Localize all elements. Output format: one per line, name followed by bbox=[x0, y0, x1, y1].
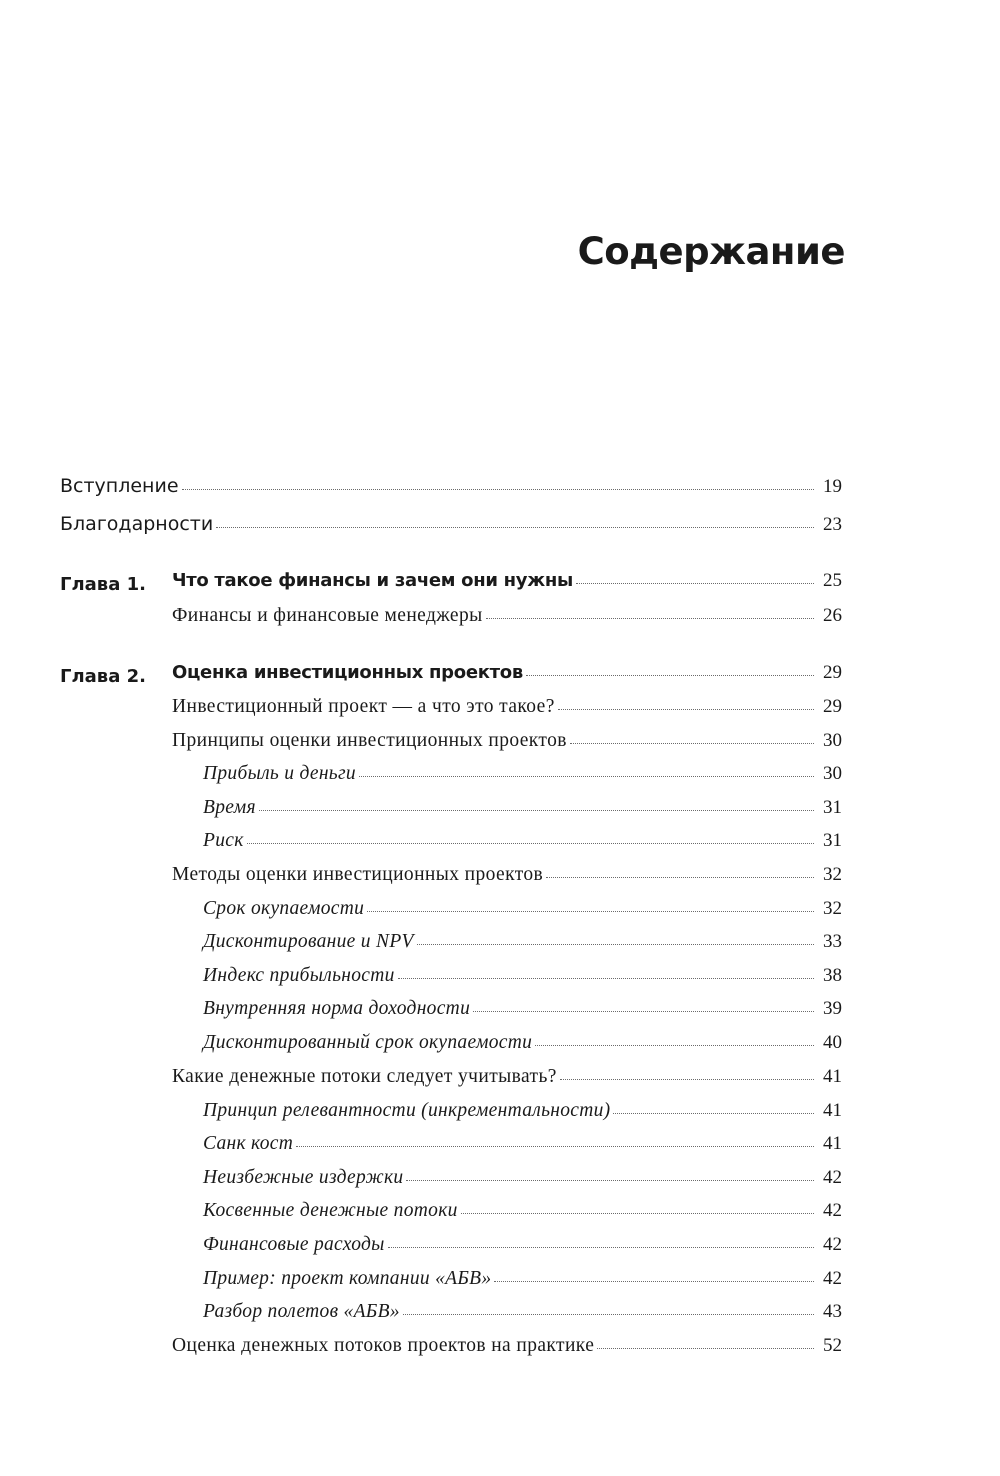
dot-leader bbox=[570, 743, 814, 744]
toc-entry-title: Инвестиционный проект — а что это такое? bbox=[172, 696, 555, 717]
toc-entry-sub[interactable] bbox=[203, 931, 842, 961]
toc-entry-title: Индекс прибыльности bbox=[203, 965, 395, 986]
toc-entry-sub[interactable] bbox=[203, 797, 842, 827]
dot-leader bbox=[403, 1314, 814, 1315]
toc-entry-section[interactable] bbox=[172, 864, 842, 894]
dot-leader bbox=[597, 1348, 814, 1349]
toc-entry-title: Дисконтирование и NPV bbox=[203, 931, 414, 952]
toc-page-number: 42 bbox=[823, 1234, 842, 1255]
dot-leader bbox=[560, 1079, 814, 1080]
toc-entry-sub[interactable] bbox=[203, 763, 842, 793]
toc-entry-title: Что такое финансы и зачем они нужны bbox=[172, 570, 573, 591]
dot-leader bbox=[259, 810, 814, 811]
toc-entry-title: Финансовые расходы bbox=[203, 1234, 385, 1255]
dot-leader bbox=[558, 709, 814, 710]
toc-entry-title: Прибыль и деньги bbox=[203, 763, 356, 784]
toc-page-number: 29 bbox=[823, 662, 842, 683]
toc-entry-title: Какие денежные потоки следует учитывать? bbox=[172, 1066, 557, 1087]
toc-page-number: 19 bbox=[823, 476, 842, 497]
dot-leader bbox=[546, 877, 814, 878]
toc-page-number: 39 bbox=[823, 998, 842, 1019]
dot-leader bbox=[473, 1011, 814, 1012]
toc-entry-section[interactable] bbox=[172, 605, 842, 635]
dot-leader bbox=[388, 1247, 814, 1248]
toc-page-number: 38 bbox=[823, 965, 842, 986]
toc-entry-title: Принципы оценки инвестиционных проектов bbox=[172, 730, 567, 751]
toc-entry-title: Благодарности bbox=[60, 513, 214, 535]
dot-leader bbox=[494, 1281, 814, 1282]
toc-entry-front[interactable] bbox=[60, 475, 842, 505]
toc-entry-title: Косвенные денежные потоки bbox=[203, 1200, 458, 1221]
toc-entry-sub[interactable] bbox=[203, 830, 842, 860]
toc-entry-title: Финансы и финансовые менеджеры bbox=[172, 605, 483, 626]
dot-leader bbox=[576, 583, 814, 584]
toc-page-number: 32 bbox=[823, 898, 842, 919]
chapter-label: Глава 1. bbox=[60, 574, 146, 595]
toc-page-number: 26 bbox=[823, 605, 842, 626]
toc-entry-title: Внутренняя норма доходности bbox=[203, 998, 471, 1019]
toc-entry-sub[interactable] bbox=[203, 1032, 842, 1062]
toc-entry-title: Методы оценки инвестиционных проектов bbox=[172, 864, 544, 885]
toc-entry-chapter[interactable] bbox=[172, 662, 842, 692]
toc-entry-section[interactable] bbox=[172, 1066, 842, 1096]
toc-entry-sub[interactable] bbox=[203, 1100, 842, 1130]
toc-entry-title: Дисконтированный срок окупаемости bbox=[203, 1032, 533, 1053]
dot-leader bbox=[182, 489, 814, 490]
toc-entry-sub[interactable] bbox=[203, 965, 842, 995]
toc-page-number: 31 bbox=[823, 830, 842, 851]
toc-entry-section[interactable] bbox=[172, 1335, 842, 1365]
dot-leader bbox=[296, 1146, 814, 1147]
toc-page-number: 41 bbox=[823, 1133, 842, 1154]
dot-leader bbox=[613, 1113, 814, 1114]
toc-entry-chapter[interactable] bbox=[172, 570, 842, 600]
dot-leader bbox=[359, 776, 814, 777]
dot-leader bbox=[486, 618, 814, 619]
toc-entry-title: Риск bbox=[203, 830, 244, 851]
toc-page-number: 25 bbox=[823, 570, 842, 591]
dot-leader bbox=[417, 944, 814, 945]
toc-page-number: 30 bbox=[823, 730, 842, 751]
dot-leader bbox=[461, 1213, 814, 1214]
dot-leader bbox=[406, 1180, 814, 1181]
toc-page-number: 33 bbox=[823, 931, 842, 952]
toc-page-number: 41 bbox=[823, 1100, 842, 1121]
toc-page-number: 40 bbox=[823, 1032, 842, 1053]
toc-entry-section[interactable] bbox=[172, 730, 842, 760]
toc-entry-sub[interactable] bbox=[203, 1234, 842, 1264]
toc-page-number: 41 bbox=[823, 1066, 842, 1087]
toc-entry-title: Оценка денежных потоков проектов на практике bbox=[172, 1335, 595, 1356]
toc-entry-title: Вступление bbox=[60, 475, 179, 497]
toc-entry-title: Оценка инвестиционных проектов bbox=[172, 662, 523, 683]
toc-page-number: 42 bbox=[823, 1268, 842, 1289]
page-title: Содержание bbox=[577, 230, 845, 273]
toc-entry-sub[interactable] bbox=[203, 898, 842, 928]
toc-entry-sub[interactable] bbox=[203, 1133, 842, 1163]
toc-entry-title: Санк кост bbox=[203, 1133, 294, 1154]
toc-entry-title: Пример: проект компании «АБВ» bbox=[203, 1268, 492, 1289]
toc-page-number: 30 bbox=[823, 763, 842, 784]
toc-entry-title: Неизбежные издержки bbox=[203, 1167, 404, 1188]
dot-leader bbox=[216, 527, 814, 528]
toc-page-number: 23 bbox=[823, 514, 842, 535]
toc-entry-sub[interactable] bbox=[203, 1268, 842, 1298]
chapter-label: Глава 2. bbox=[60, 666, 146, 687]
toc-page-number: 52 bbox=[823, 1335, 842, 1356]
toc-entry-sub[interactable] bbox=[203, 998, 842, 1028]
dot-leader bbox=[367, 911, 814, 912]
dot-leader bbox=[247, 843, 814, 844]
toc-page-number: 32 bbox=[823, 864, 842, 885]
dot-leader bbox=[535, 1045, 814, 1046]
dot-leader bbox=[398, 978, 814, 979]
toc-entry-front[interactable] bbox=[60, 513, 842, 543]
toc-entry-title: Время bbox=[203, 797, 256, 818]
toc-entry-title: Разбор полетов «АБВ» bbox=[203, 1301, 400, 1322]
toc-entry-section[interactable] bbox=[172, 696, 842, 726]
toc-page-number: 29 bbox=[823, 696, 842, 717]
toc-page-number: 42 bbox=[823, 1200, 842, 1221]
toc-entry-title: Срок окупаемости bbox=[203, 898, 365, 919]
toc-entry-sub[interactable] bbox=[203, 1301, 842, 1331]
dot-leader bbox=[526, 675, 814, 676]
toc-page-number: 42 bbox=[823, 1167, 842, 1188]
toc-entry-sub[interactable] bbox=[203, 1200, 842, 1230]
toc-page-number: 31 bbox=[823, 797, 842, 818]
toc-page-number: 43 bbox=[823, 1301, 842, 1322]
toc-entry-title: Принцип релевантности (инкрементальности) bbox=[203, 1100, 611, 1121]
toc-entry-sub[interactable] bbox=[203, 1167, 842, 1197]
